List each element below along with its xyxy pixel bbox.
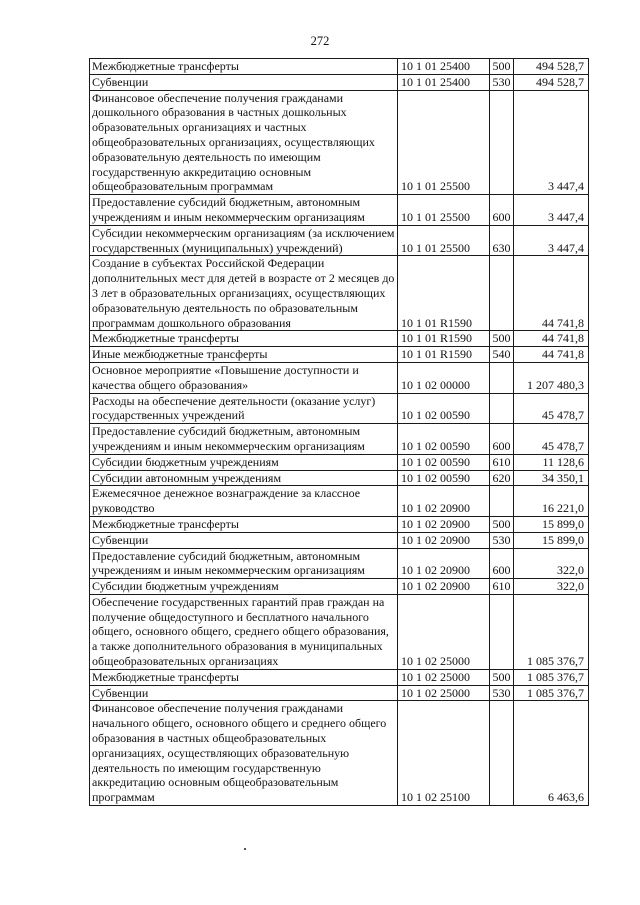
row-code-cell: 10 1 02 25000 [398, 685, 490, 701]
row-code-cell: 10 1 02 25100 [398, 701, 490, 806]
row-name-cell: Обеспечение государственных гарантий прав граждан на получение общедоступного и бесплатного начального общего, основного общего, среднего общего образования, а также дополнительного образования в муниципальных общеобразовательных организациях [90, 594, 398, 669]
row-amount-cell: 3 447,4 [514, 225, 589, 256]
row-name-cell: Субсидии автономным учреждениям [90, 470, 398, 486]
row-amount-cell: 1 085 376,7 [514, 685, 589, 701]
row-name-cell: Расходы на обеспечение деятельности (оказание услуг) государственных учреждений [90, 393, 398, 424]
row-amount-cell: 44 741,8 [514, 256, 589, 331]
row-amount-cell: 322,0 [514, 579, 589, 595]
row-name-cell: Межбюджетные трансферты [90, 669, 398, 685]
table-row [90, 579, 589, 595]
row-code-cell: 10 1 02 00590 [398, 424, 490, 455]
row-code-cell: 10 1 01 R1590 [398, 347, 490, 363]
row-amount-cell: 11 128,6 [514, 454, 589, 470]
row-vr-cell [490, 486, 514, 517]
row-name-cell: Иные межбюджетные трансферты [90, 347, 398, 363]
row-name-cell: Основное мероприятие «Повышение доступности и качества общего образования» [90, 362, 398, 393]
row-code-cell: 10 1 02 20900 [398, 548, 490, 579]
row-vr-cell: 530 [490, 74, 514, 90]
page-number: 272 [310, 34, 330, 48]
row-name-cell: Предоставление субсидий бюджетным, автономным учреждениям и иным некоммерческим организациям [90, 424, 398, 455]
row-vr-cell: 610 [490, 454, 514, 470]
row-amount-cell: 34 350,1 [514, 470, 589, 486]
row-amount-cell: 16 221,0 [514, 486, 589, 517]
row-name-cell: Межбюджетные трансферты [90, 516, 398, 532]
row-amount-cell: 15 899,0 [514, 516, 589, 532]
table-row [90, 195, 589, 226]
row-name-cell: Субвенции [90, 532, 398, 548]
row-code-cell: 10 1 01 R1590 [398, 256, 490, 331]
row-code-cell: 10 1 01 25400 [398, 74, 490, 90]
row-code-cell: 10 1 02 00590 [398, 470, 490, 486]
row-name-cell: Предоставление субсидий бюджетным, автономным учреждениям и иным некоммерческим организациям [90, 195, 398, 226]
row-code-cell: 10 1 02 25000 [398, 669, 490, 685]
row-vr-cell [490, 393, 514, 424]
row-name-cell: Субсидии некоммерческим организациям (за исключением государственных (муниципальных) учреждений) [90, 225, 398, 256]
table-row [90, 532, 589, 548]
budget-table-body [90, 59, 589, 806]
row-vr-cell: 620 [490, 470, 514, 486]
row-vr-cell: 630 [490, 225, 514, 256]
row-name-cell: Межбюджетные трансферты [90, 59, 398, 75]
table-row [90, 669, 589, 685]
row-code-cell: 10 1 01 25500 [398, 225, 490, 256]
row-amount-cell: 44 741,8 [514, 347, 589, 363]
row-name-cell: Субсидии бюджетным учреждениям [90, 579, 398, 595]
row-vr-cell: 540 [490, 347, 514, 363]
row-amount-cell: 44 741,8 [514, 331, 589, 347]
row-vr-cell [490, 594, 514, 669]
row-name-cell: Создание в субъектах Российской Федерации дополнительных мест для детей в возрасте от 2 месяцев до 3 лет в образовательных организациях, осуществляющих образовательную деятельность по образовательным программам дошкольного образования [90, 256, 398, 331]
row-vr-cell: 500 [490, 669, 514, 685]
table-row [90, 393, 589, 424]
table-row [90, 331, 589, 347]
row-name-cell: Ежемесячное денежное вознаграждение за классное руководство [90, 486, 398, 517]
row-vr-cell: 600 [490, 424, 514, 455]
row-amount-cell: 322,0 [514, 548, 589, 579]
row-code-cell: 10 1 02 00590 [398, 454, 490, 470]
row-vr-cell: 500 [490, 331, 514, 347]
table-row [90, 594, 589, 669]
row-code-cell: 10 1 01 25500 [398, 90, 490, 195]
row-amount-cell: 1 085 376,7 [514, 669, 589, 685]
table-row [90, 347, 589, 363]
row-amount-cell: 3 447,4 [514, 195, 589, 226]
table-row [90, 256, 589, 331]
table-row [90, 454, 589, 470]
row-code-cell: 10 1 02 20900 [398, 516, 490, 532]
row-amount-cell: 494 528,7 [514, 74, 589, 90]
row-amount-cell: 1 085 376,7 [514, 594, 589, 669]
row-amount-cell: 494 528,7 [514, 59, 589, 75]
table-row [90, 701, 589, 806]
table-row [90, 424, 589, 455]
row-code-cell: 10 1 01 R1590 [398, 331, 490, 347]
row-code-cell: 10 1 01 25500 [398, 195, 490, 226]
row-name-cell: Финансовое обеспечение получения гражданами начального общего, основного общего и среднего общего образования в частных общеобразовательных организациях, осуществляющих образовательную деятельность по имеющим государственную аккредитацию основным общеобразовательным программам [90, 701, 398, 806]
table-row [90, 362, 589, 393]
row-code-cell: 10 1 02 20900 [398, 486, 490, 517]
table-row [90, 685, 589, 701]
row-code-cell: 10 1 01 25400 [398, 59, 490, 75]
row-code-cell: 10 1 02 00000 [398, 362, 490, 393]
table-row [90, 470, 589, 486]
row-amount-cell: 45 478,7 [514, 393, 589, 424]
row-name-cell: Субвенции [90, 74, 398, 90]
table-row [90, 90, 589, 195]
table-row [90, 486, 589, 517]
row-vr-cell [490, 256, 514, 331]
row-code-cell: 10 1 02 25000 [398, 594, 490, 669]
table-row [90, 548, 589, 579]
row-code-cell: 10 1 02 20900 [398, 532, 490, 548]
row-vr-cell: 610 [490, 579, 514, 595]
row-vr-cell: 600 [490, 195, 514, 226]
table-row [90, 59, 589, 75]
row-amount-cell: 15 899,0 [514, 532, 589, 548]
row-vr-cell: 600 [490, 548, 514, 579]
row-vr-cell: 500 [490, 59, 514, 75]
row-vr-cell: 500 [490, 516, 514, 532]
row-amount-cell: 1 207 480,3 [514, 362, 589, 393]
row-vr-cell [490, 90, 514, 195]
table-row [90, 516, 589, 532]
row-code-cell: 10 1 02 20900 [398, 579, 490, 595]
row-name-cell: Финансовое обеспечение получения гражданами дошкольного образования в частных дошкольных образовательных организациях и частных общеобразовательных организациях, осуществляющих образовательную деятельность по имеющим государственную аккредитацию основным общеобразовательным программам [90, 90, 398, 195]
row-name-cell: Субсидии бюджетным учреждениям [90, 454, 398, 470]
row-amount-cell: 6 463,6 [514, 701, 589, 806]
row-code-cell: 10 1 02 00590 [398, 393, 490, 424]
row-vr-cell: 530 [490, 685, 514, 701]
row-amount-cell: 45 478,7 [514, 424, 589, 455]
table-row [90, 225, 589, 256]
table-row [90, 74, 589, 90]
row-amount-cell: 3 447,4 [514, 90, 589, 195]
row-vr-cell: 530 [490, 532, 514, 548]
row-name-cell: Предоставление субсидий бюджетным, автономным учреждениям и иным некоммерческим организациям [90, 548, 398, 579]
row-vr-cell [490, 701, 514, 806]
row-name-cell: Межбюджетные трансферты [90, 331, 398, 347]
budget-table [89, 58, 589, 806]
scan-speck [244, 848, 246, 850]
row-name-cell: Субвенции [90, 685, 398, 701]
row-vr-cell [490, 362, 514, 393]
